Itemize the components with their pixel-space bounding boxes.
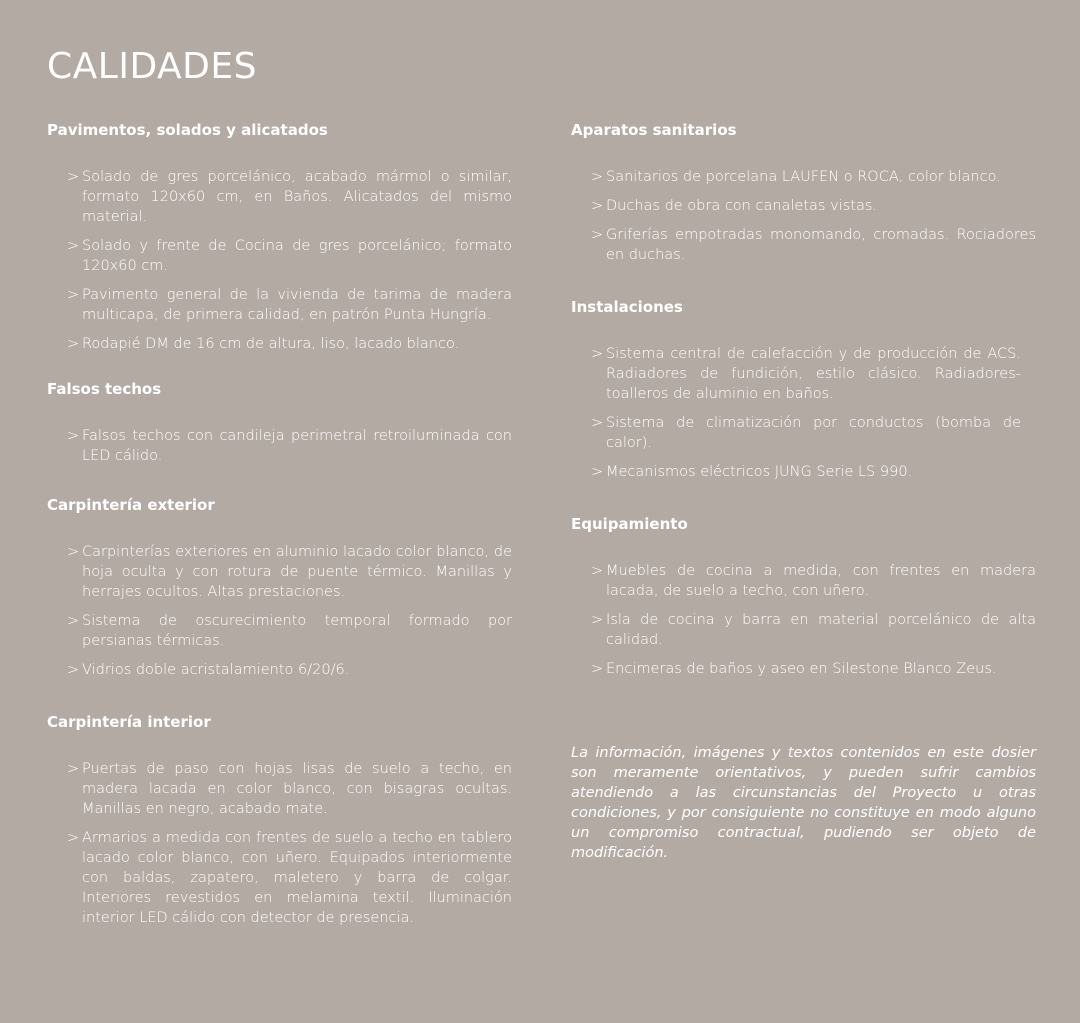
- list-item: [47, 828, 512, 928]
- item-text: Falsos techos con candileja perimetral retroiluminada con LED cálido.: [82, 428, 512, 464]
- section-heading: Falsos techos: [47, 380, 162, 398]
- list-item: [571, 225, 1036, 265]
- bullet-marker: >: [591, 169, 604, 185]
- bullet-marker: >: [591, 346, 604, 362]
- page-title: CALIDADES: [47, 46, 257, 87]
- item-text: Sanitarios de porcelana LAUFEN o ROCA, color blanco.: [606, 169, 1001, 185]
- list-item: [47, 236, 512, 276]
- bullet-marker: >: [67, 238, 80, 254]
- section-heading: Aparatos sanitarios: [571, 121, 737, 139]
- item-list: [571, 167, 1036, 265]
- item-text: Griferías empotradas monomando, cromadas. Rociadores en duchas.: [606, 227, 1036, 263]
- section-equipamiento: [571, 515, 1036, 679]
- bullet-marker: >: [67, 287, 80, 303]
- section-falsos-techos: [47, 380, 512, 466]
- section-heading: Carpintería interior: [47, 713, 211, 731]
- item-list: [47, 167, 512, 354]
- list-item: [47, 759, 512, 819]
- item-list: [47, 426, 512, 466]
- list-item: [571, 344, 1036, 404]
- list-item: [47, 426, 512, 466]
- list-item: [571, 196, 1036, 216]
- bullet-marker: >: [67, 169, 80, 185]
- item-list: [47, 759, 512, 928]
- section-pavimentos: [47, 121, 512, 354]
- section-heading: Equipamiento: [571, 515, 688, 533]
- bullet-marker: >: [67, 761, 80, 777]
- item-list: [571, 344, 1036, 482]
- bullet-marker: >: [591, 563, 604, 579]
- item-text: Encimeras de baños y aseo en Silestone Blanco Zeus.: [606, 661, 997, 677]
- bullet-marker: >: [591, 415, 604, 431]
- list-item: [47, 334, 512, 354]
- list-item: [571, 659, 1036, 679]
- section-carpinteria-exterior: [47, 496, 512, 680]
- item-text: Sistema central de calefacción y de producción de ACS. Radiadores de fundición, estilo clásico. Radiadores-toalleros de aluminio en baños.: [606, 346, 1021, 402]
- bullet-marker: >: [591, 612, 604, 628]
- item-text: Vidrios doble acristalamiento 6/20/6.: [82, 662, 350, 678]
- section-heading: Carpintería exterior: [47, 496, 215, 514]
- section-instalaciones: [571, 298, 1036, 482]
- list-item: [571, 462, 1036, 482]
- list-item: [47, 285, 512, 325]
- item-list: [571, 561, 1036, 679]
- section-carpinteria-interior: [47, 713, 512, 928]
- bullet-marker: >: [67, 428, 80, 444]
- section-heading: Pavimentos, solados y alicatados: [47, 121, 328, 139]
- item-text: Muebles de cocina a medida, con frentes en madera lacada, de suelo a techo, con uñero.: [606, 563, 1036, 599]
- left-column: [47, 121, 512, 937]
- bullet-marker: >: [67, 613, 80, 629]
- item-text: Solado y frente de Cocina de gres porcelánico; formato 120x60 cm.: [82, 238, 512, 274]
- legal-disclaimer: La información, imágenes y textos contenidos en este dosier son meramente orientativos, y pueden sufrir cambios atendiendo a las circunstancias del Proyecto u otras condiciones, y por consiguiente no constituye en modo alguno un compromiso contractual, pudiendo ser objeto de modificación.: [571, 745, 1036, 861]
- item-text: Pavimento general de la vivienda de tarima de madera multicapa, de primera calidad, en patrón Punta Hungría.: [82, 287, 512, 323]
- section-aparatos-sanitarios: [571, 121, 1036, 265]
- right-column: [571, 121, 1036, 863]
- item-text: Rodapié DM de 16 cm de altura, liso, lacado blanco.: [82, 336, 460, 352]
- bullet-marker: >: [67, 830, 80, 846]
- list-item: [47, 167, 512, 227]
- list-item: [47, 660, 512, 680]
- bullet-marker: >: [67, 544, 80, 560]
- bullet-marker: >: [67, 336, 80, 352]
- item-text: Puertas de paso con hojas lisas de suelo a techo, en madera lacada en color blanco, con bisagras ocultas. Manillas en negro, acabado mate.: [82, 761, 512, 817]
- item-text: Armarios a medida con frentes de suelo a techo en tablero lacado color blanco, con uñero. Equipados interiormente con baldas, zapatero, maletero y barra de colgar. Interiores revestidos en melamina textil. Iluminación interior LED cálido con detector de presencia.: [82, 830, 512, 926]
- item-text: Sistema de climatización por conductos (bomba de calor).: [606, 415, 1021, 451]
- list-item: [47, 611, 512, 651]
- list-item: [47, 542, 512, 602]
- item-text: Solado de gres porcelánico, acabado mármol o similar, formato 120x60 cm, en Baños. Alicatados del mismo material.: [82, 169, 512, 225]
- bullet-marker: >: [591, 661, 604, 677]
- item-list: [47, 542, 512, 680]
- list-item: [571, 167, 1036, 187]
- bullet-marker: >: [591, 198, 604, 214]
- item-text: Carpinterías exteriores en aluminio lacado color blanco, de hoja oculta y con rotura de puente térmico. Manillas y herrajes ocultos. Altas prestaciones.: [82, 544, 512, 600]
- section-heading: Instalaciones: [571, 298, 683, 316]
- list-item: [571, 561, 1036, 601]
- item-text: Isla de cocina y barra en material porcelánico de alta calidad.: [606, 612, 1036, 648]
- item-text: Sistema de oscurecimiento temporal formado por persianas térmicas.: [82, 613, 512, 649]
- bullet-marker: >: [591, 464, 604, 480]
- bullet-marker: >: [591, 227, 604, 243]
- item-text: Mecanismos eléctricos JUNG Serie LS 990.: [606, 464, 913, 480]
- item-text: Duchas de obra con canaletas vistas.: [606, 198, 877, 214]
- list-item: [571, 610, 1036, 650]
- bullet-marker: >: [67, 662, 80, 678]
- list-item: [571, 413, 1036, 453]
